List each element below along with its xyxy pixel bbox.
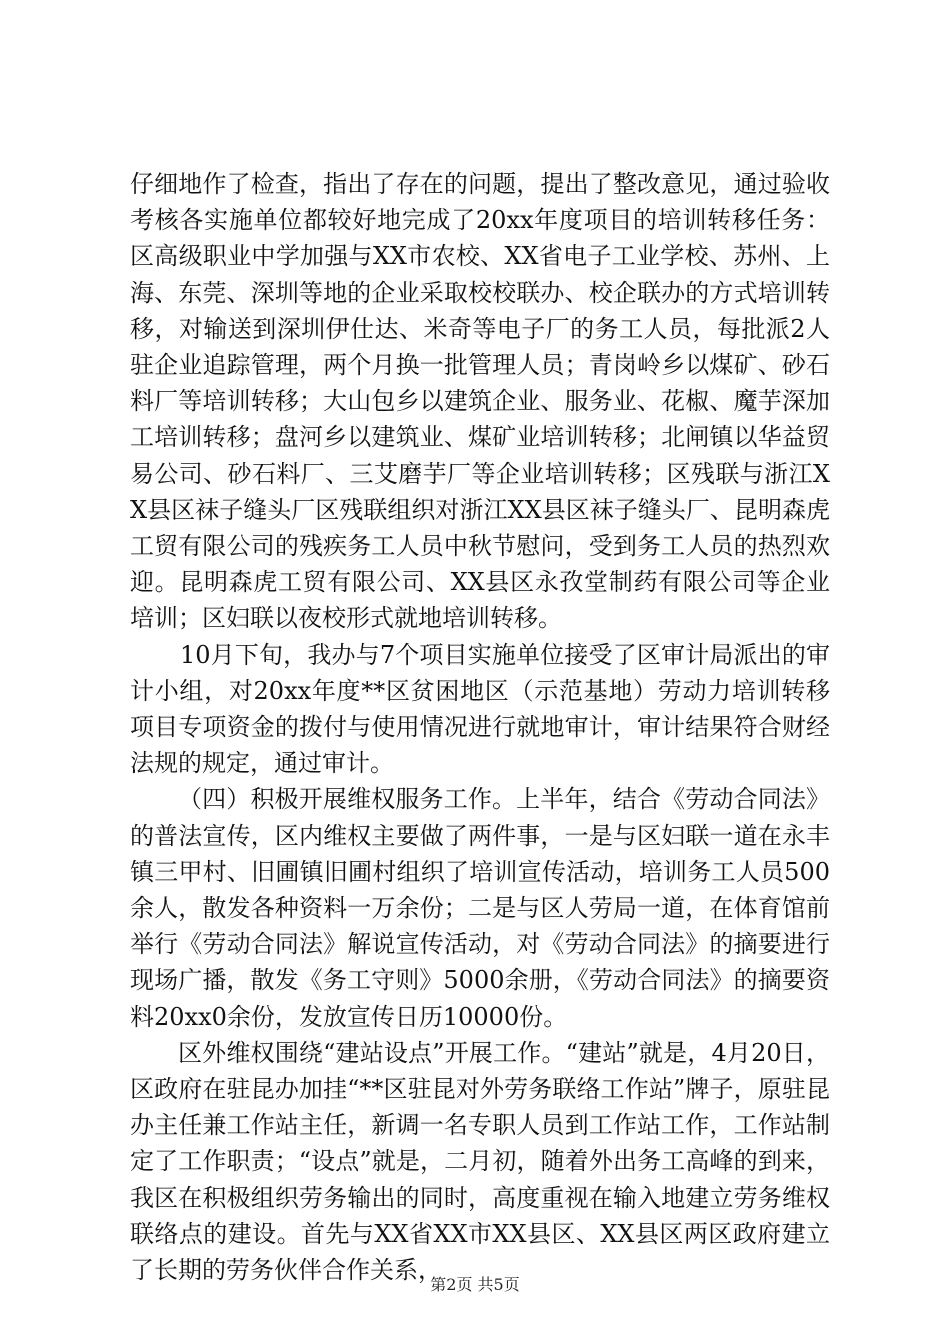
page-number-footer: 第2页 共5页 <box>430 1275 520 1294</box>
paragraph-audit: 10月下旬，我办与7个项目实施单位接受了区审计局派出的审计小组，对20xx年度**区贫困地区（示范基地）劳动力培训转移项目专项资金的拨付与使用情况进行就地审计，审计结果符合财经法规的规定，通过审计。 <box>130 640 830 778</box>
paragraph-training-transfer: 仔细地作了检查，指出了存在的问题，提出了整改意见，通过验收考核各实施单位都较好地完成了20xx年度项目的培训转移任务：区高级职业中学加强与XX市农校、XX省电子工业学校、苏州、上海、东莞、深圳等地的企业采取校校联办、校企联办的方式培训转移，对输送到深圳伊仕达、米奇等电子厂的务工人员，每批派2人驻企业追踪管理，两个月换一批管理人员；青岗岭乡以煤矿、砂石料厂等培训转移；大山包乡以建筑企业、服务业、花椒、魔芋深加工培训转移；盘河乡以建筑业、煤矿业培训转移；北闸镇以华益贸易公司、砂石料厂、三艾磨芋厂等企业培训转移；区残联与浙江XX县区袜子缝头厂区残联组织对浙江XX县区袜子缝头厂、昆明森虎工贸有限公司的残疾务工人员中秋节慰问，受到务工人员的热烈欢迎。昆明森虎工贸有限公司、XX县区永孜堂制药有限公司等企业培训；区妇联以夜校形式就地培训转移。 <box>130 170 830 633</box>
document-body <box>130 166 830 1288</box>
paragraph-rights-service: （四）积极开展维权服务工作。上半年，结合《劳动合同法》的普法宣传，区内维权主要做了两件事，一是与区妇联一道在永丰镇三甲村、旧圃镇旧圃村组织了培训宣传活动，培训务工人员500余人，散发各种资料一万余份；二是与区人劳局一道，在体育馆前举行《劳动合同法》解说宣传活动，对《劳动合同法》的摘要进行现场广播，散发《务工守则》5000余册，《劳动合同法》的摘要资料20xx0余份，发放宣传日历10000份。 <box>130 785 830 1031</box>
paragraph-external-rights: 区外维权围绕“建站设点”开展工作。“建站”就是，4月20日，区政府在驻昆办加挂“**区驻昆对外劳务联络工作站”牌子，原驻昆办主任兼工作站主任，新调一名专职人员到工作站工作，工作站制定了工作职责；“设点”就是，二月初，随着外出务工高峰的到来，我区在积极组织劳务输出的同时，高度重视在输入地建立劳务维权联络点的建设。首先与XX省XX市XX县区、XX县区两区政府建立了长期的劳务伙伴合作关系， <box>130 1038 830 1285</box>
